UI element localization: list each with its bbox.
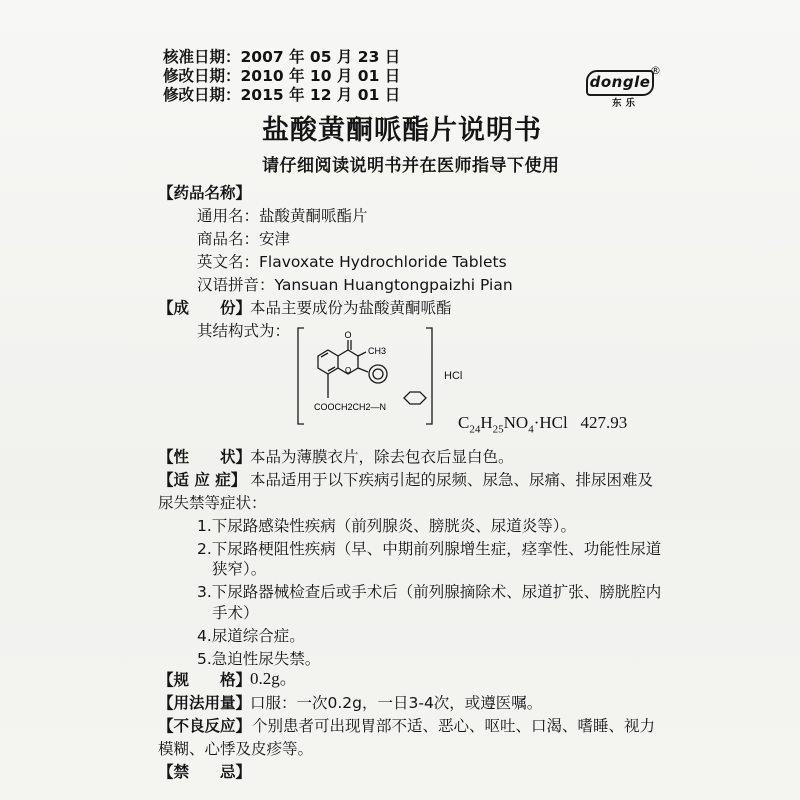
indications-line-2: 尿失禁等症状： — [158, 494, 267, 512]
composition-text: 本品主要成份为盐酸黄酮哌酯 — [250, 299, 452, 317]
dosage-text: 口服：一次0.2g，一日3-4次，或遵医嘱。 — [250, 694, 543, 712]
svg-text:O: O — [344, 330, 352, 340]
indication-item-5: 5.急迫性尿失禁。 — [197, 650, 321, 668]
pinyin-name: 汉语拼音：Yansuan Huangtongpaizhi Pian — [197, 276, 513, 294]
spec-text: 0.2g。 — [250, 669, 297, 688]
registered-mark: ® — [650, 64, 661, 77]
indication-item-2: 2.下尿路梗阻性疾病（早、中期前列腺增生症，痉挛性、功能性尿道 — [197, 540, 662, 558]
structure-label: 其结构式为： — [197, 322, 291, 340]
indication-item-1: 1.下尿路感染性疾病（前列腺炎、膀胱炎、尿道炎等）。 — [197, 517, 577, 535]
composition-header: 【成 份】 — [158, 299, 252, 317]
indication-item-4: 4.尿道综合症。 — [197, 627, 305, 645]
document-title: 盐酸黄酮哌酯片说明书 — [262, 115, 542, 146]
trade-name: 商品名：安津 — [197, 230, 291, 248]
molecular-formula: $C_{24}H_{25}NO_4\cdot HCl$ 427.93 — [458, 413, 628, 436]
contraindications-header: 【禁 忌】 — [158, 763, 252, 781]
logo-wordmark: dongle — [586, 70, 654, 96]
hcl-label: HCl — [444, 370, 463, 382]
dosage-header: 【用法用量】 — [158, 694, 252, 712]
revision-date-2: 修改日期：2015 年 12 月 01 日 — [163, 86, 401, 104]
logo-subtext: 东乐 — [612, 98, 640, 109]
adverse-line-1: 个别患者可出现胃部不适、恶心、呕吐、口渴、嗜睡、视力 — [252, 717, 656, 735]
revision-date-1: 修改日期：2010 年 10 月 01 日 — [163, 67, 401, 85]
adverse-line-2: 模糊、心悸及皮疹等。 — [158, 740, 314, 758]
indications-line-1: 本品适用于以下疾病引起的尿频、尿急、尿痛、排尿困难及 — [250, 471, 654, 489]
svg-text:O: O — [345, 366, 352, 375]
brand-logo — [586, 64, 662, 108]
indication-item-3: 3.下尿路器械检查后或手术后（前列腺摘除术、尿道扩张、膀胱腔内 — [197, 583, 662, 601]
indication-item-3-cont: 手术） — [212, 604, 259, 622]
methyl-label: CH3 — [368, 346, 387, 356]
molecular-weight: 427.93 — [580, 413, 628, 432]
adverse-header: 【不良反应】 — [158, 717, 252, 735]
indication-item-2-cont: 狭窄）。 — [212, 560, 267, 578]
english-name: 英文名：Flavoxate Hydrochloride Tablets — [197, 253, 507, 271]
chemical-structure — [296, 326, 446, 426]
approval-dates — [163, 48, 400, 105]
generic-name: 通用名：盐酸黄酮哌酯片 — [197, 207, 368, 225]
spec-header: 【规 格】 — [158, 671, 252, 689]
approval-date: 核准日期：2007 年 05 月 23 日 — [163, 48, 401, 66]
drug-name-header: 【药品名称】 — [158, 184, 252, 202]
ester-label: COOCH2CH2—N — [314, 402, 387, 412]
indications-header: 【适 应 症】 — [158, 471, 247, 489]
character-text: 本品为薄膜衣片，除去包衣后显白色。 — [250, 448, 514, 466]
document-subtitle: 请仔细阅读说明书并在医师指导下使用 — [262, 156, 560, 176]
character-header: 【性 状】 — [158, 448, 252, 466]
